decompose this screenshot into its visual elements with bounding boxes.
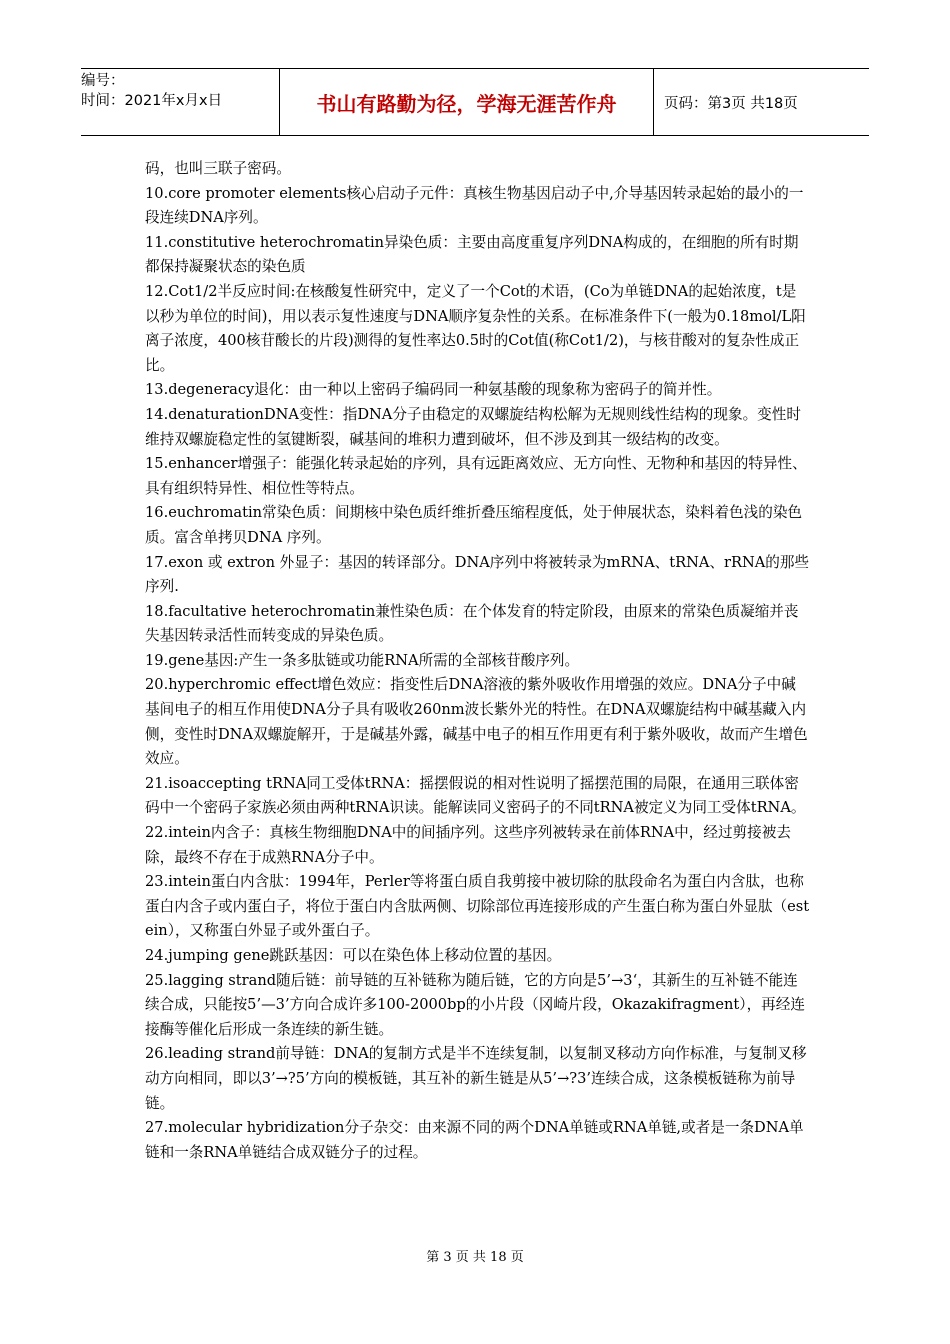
paragraph: 11.constitutive heterochromatin异染色质：主要由高度重复序列DNA构成的，在细胞的所有时期都保持凝聚状态的染色质 (145, 233, 799, 276)
paragraph: 13.degeneracy退化：由一种以上密码子编码同一种氨基酸的现象称为密码子的简并性。 (145, 381, 722, 399)
document-number-label: 编号： (81, 73, 125, 89)
paragraph: 15.enhancer增强子：能强化转录起始的序列，具有远距离效应、无方向性、无物种和基因的特异性、具有组织特异性、相位性等特点。 (145, 455, 807, 497)
paragraph: 18.facultative heterochromatin兼性染色质：在个体发育的特定阶段，由原来的常染色质凝缩并丧失基因转录活性而转变成的异染色质。 (145, 602, 799, 645)
paragraph: 17.exon 或 extron 外显子：基因的转译部分。DNA序列中将被转录为mRNA、tRNA、rRNA的那些序列. (145, 553, 810, 596)
paragraph: 16.euchromatin常染色质：间期核中染色质纤维折叠压缩程度低，处于伸展状态，染料着色浅的染色质。富含单拷贝DNA 序列。 (145, 504, 803, 546)
paragraph: 19.gene基因:产生一条多肽链或功能RNA所需的全部核苷酸序列。 (145, 651, 580, 669)
paragraph: 23.intein蛋白内含肽：1994年，Perler等将蛋白质自我剪接中被切除的肽段命名为蛋白内含肽，也称蛋白内含子或内蛋白子，将位于蛋白内含肽两侧、切除部位再连接形成的产生蛋白称为蛋白外显肽（estein），又称蛋白外显子或外蛋白子。 (145, 873, 810, 940)
paragraph: 10.core promoter elements核心启动子元件：真核生物基因启动子中,介导基因转录起始的最小的一段连续DNA序列。 (145, 184, 804, 227)
paragraph: 24.jumping gene跳跃基因：可以在染色体上移动位置的基因。 (145, 947, 562, 964)
paragraph: 12.Cot1/2半反应时间:在核酸复性研究中，定义了一个Cot的术语，(Co为单链DNA的起始浓度，t是以秒为单位的时间)，用以表示复性速度与DNA顺序复杂性的关系。在标准条件下(一般为0.18mol/L阳离子浓度，400核苷酸长的片段)测得的复性率达0.5时的Cot值(称Cot1/2)，与核苷酸对的复杂性成正比。 (145, 282, 806, 374)
header-page-info: 页码：第3页 共18页 (664, 95, 798, 112)
paragraph: 22.intein内含子：真核生物细胞DNA中的间插序列。这些序列被转录在前体RNA中，经过剪接被去除，最终不存在于成熟RNA分子中。 (145, 824, 791, 866)
header-motto: 书山有路勤为径，学海无涯苦作舟 (279, 69, 654, 135)
paragraph: 27.molecular hybridization分子杂交：由来源不同的两个DNA单链或RNA单链,或者是一条DNA单链和一条RNA单链结合成双链分子的过程。 (145, 1119, 804, 1161)
document-date: 时间：2021年x月x日 (81, 93, 223, 109)
paragraph: 26.leading strand前导链：DNA的复制方式是半不连续复制，以复制叉移动方向作标准，与复制叉移动方向相同，即以3’→?5’方向的模板链，其互补的新生链是从5’→?3’连续合成，这条模板链称为前导链。 (145, 1045, 807, 1112)
paragraph: 25.lagging strand随后链：前导链的互补链称为随后链，它的方向是5’→3‘，其新生的互补链不能连续合成，只能按5’—3’方向合成许多100-2000bp的小片段（冈崎片段，Okazakifragment），再经连接酶等催化后形成一条连续的新生链。 (145, 971, 805, 1038)
paragraph: 14.denaturationDNA变性：指DNA分子由稳定的双螺旋结构松解为无规则线性结构的现象。变性时维持双螺旋稳定性的氢键断裂，碱基间的堆积力遭到破坏，但不涉及到其一级结构的改变。 (145, 405, 801, 448)
paragraph: 21.isoaccepting tRNA同工受体tRNA：摇摆假说的相对性说明了摇摆范围的局限，在通用三联体密码中一个密码子家族必须由两种tRNA识读。能解读同义密码子的不同tRNA被定义为同工受体tRNA。 (145, 774, 806, 817)
document-body (145, 157, 810, 1165)
paragraph: 20.hyperchromic effect增色效应：指变性后DNA溶液的紫外吸收作用增强的效应。DNA分子中碱基间电子的相互作用使DNA分子具有吸收260nm波长紫外光的特性。在DNA双螺旋结构中碱基藏入内侧，变性时DNA双螺旋解开，于是碱基外露，碱基中电子的相互作用更有利于紫外吸收，故而产生增色效应。 (145, 676, 808, 768)
paragraph: 码，也叫三联子密码。 (145, 160, 291, 177)
header-left-cell (81, 69, 279, 135)
page-footer: 第 3 页 共 18 页 (426, 1250, 524, 1265)
page-header (81, 68, 869, 136)
